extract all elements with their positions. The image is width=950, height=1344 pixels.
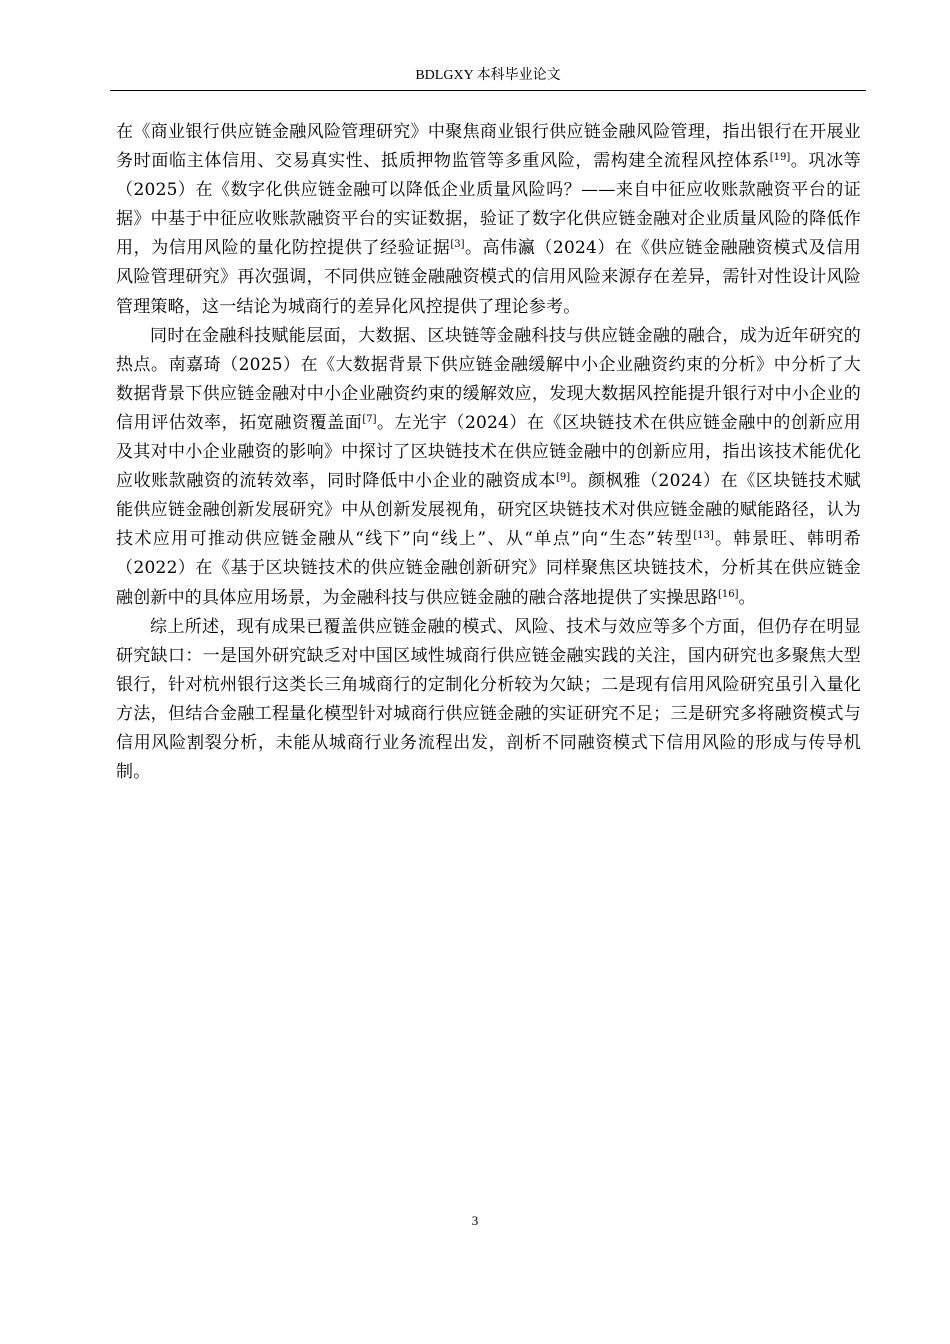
- citation-ref: [3]: [450, 239, 465, 251]
- paragraph-text: 综上所述，现有成果已覆盖供应链金融的模式、风险、技术与效应等多个方面，但仍存在明显研究缺口：一是国外研究缺乏对中国区域性城商行供应链金融实践的关注，国内研究也多聚焦大型银行，针对杭州银行这类长三角城商行的定制化分析较为欠缺；二是现有信用风险研究虽引入量化方法，但结合金融工程量化模型针对城商行供应链金融的实证研究不足；三是研究多将融资模式与信用风险割裂分析，未能从城商行业务流程出发，剖析不同融资模式下信用风险的形成与传导机制。: [116, 616, 861, 783]
- paragraph-fintech: [116, 322, 861, 613]
- paragraph-continuation: [116, 118, 861, 322]
- body-text: [116, 118, 861, 787]
- citation-ref: [13]: [693, 530, 714, 542]
- citation-ref: [19]: [769, 152, 791, 164]
- paragraph-text: 。韩景旺、韩明希（2022）在《基于区块链技术的供应链金融创新研究》同样聚焦区块链技术，分析其在供应链金融创新中的具体应用场景，为金融科技与供应链金融的融合落地提供了实操思路: [116, 529, 861, 608]
- page-number: 3: [471, 1213, 479, 1228]
- paragraph-text: 在《商业银行供应链金融风险管理研究》中聚焦商业银行供应链金融风险管理，指出银行在开展业务时面临主体信用、交易真实性、抵质押物监管等多重风险，需构建全流程风控体系: [116, 122, 861, 172]
- page-header: BDLGXY 本科毕业论文: [415, 68, 561, 83]
- paragraph-summary: [116, 613, 861, 788]
- paragraph-text: 。高伟瀛（2024）在《供应链金融融资模式及信用风险管理研究》再次强调，不同供应链金融融资模式的信用风险来源存在差异，需针对性设计风险管理策略，这一结论为城商行的差异化风控提供了理论参考。: [116, 238, 861, 317]
- paragraph-text: 。巩冰等（2025）在《数字化供应链金融可以降低企业质量风险吗？——来自中征应收账款融资平台的证据》中基于中征应收账款融资平台的实证数据，验证了数字化供应链金融对企业质量风险的降低作用，为信用风险的量化防控提供了经验证据: [116, 151, 861, 259]
- paragraph-text: 。颜枫雅（2024）在《区块链技术赋能供应链金融创新发展研究》中从创新发展视角，研究区块链技术对供应链金融的赋能路径，认为技术应用可推动供应链金融从“线下”向“线上”、从“单点”向“生态”转型: [116, 471, 862, 550]
- paragraph-text: 。左光宇（2024）在《区块链技术在供应链金融中的创新应用及其对中小企业融资的影响》中探讨了区块链技术在供应链金融中的创新应用，指出该技术能优化应收账款融资的流转效率，同时降低中小企业的融资成本: [116, 412, 861, 492]
- paragraph-text: 。: [738, 587, 756, 608]
- citation-ref: [9]: [555, 472, 571, 484]
- header-divider: [110, 90, 866, 91]
- citation-ref: [7]: [362, 413, 377, 425]
- citation-ref: [16]: [718, 588, 739, 600]
- paragraph-text: 同时在金融科技赋能层面，大数据、区块链等金融科技与供应链金融的融合，成为近年研究的热点。南嘉琦（2025）在《大数据背景下供应链金融缓解中小企业融资约束的分析》中分析了大数据背景下供应链金融对中小企业融资约束的缓解效应，发现大数据风控能提升银行对中小企业的信用评估效率，拓宽融资覆盖面: [116, 325, 861, 433]
